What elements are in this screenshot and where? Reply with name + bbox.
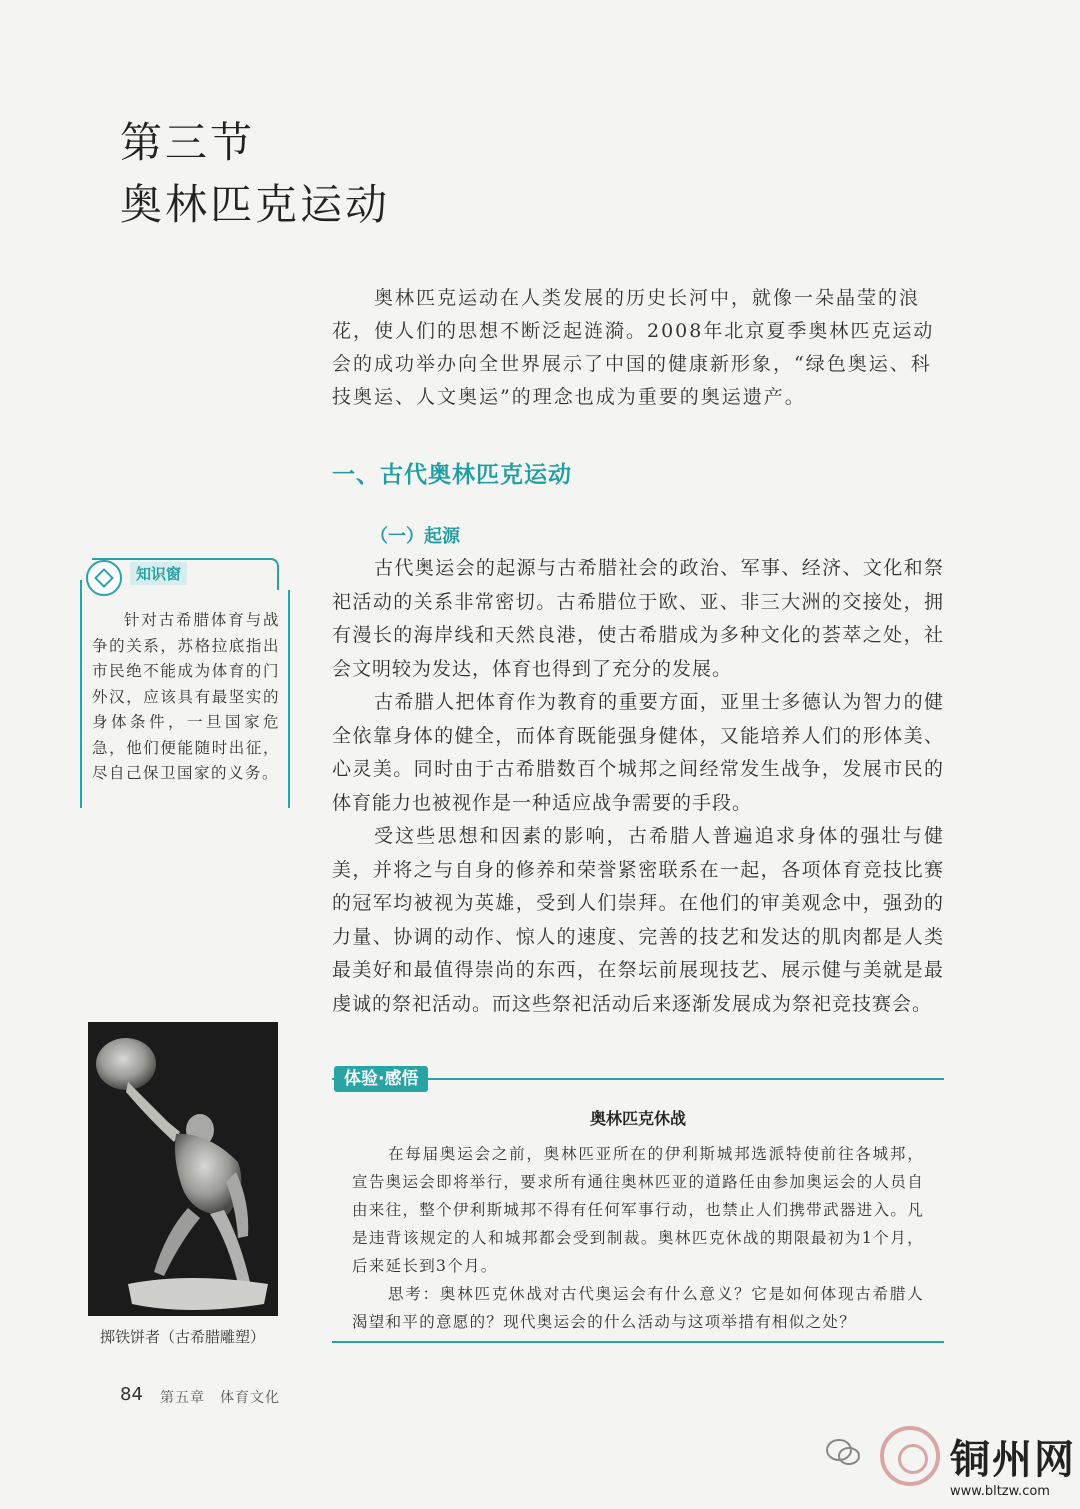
diamond-icon: [86, 560, 122, 596]
body-text: [332, 552, 944, 1021]
watermark-url: www.bltzw.com: [950, 1484, 1050, 1499]
body-paragraph-3: 受这些思想和因素的影响，古希腊人普遍追求身体的强壮与健美，并将之与自身的修养和荣誉紧密联系在一起，各项体育竞技比赛的冠军均被视为英雄，受到人们崇拜。在他们的审美观念中，强劲的力量、协调的动作、惊人的速度、完善的技艺和发达的肌肉都是人类最美好和最值得崇尚的东西，在祭坛前展现技艺、展示健与美就是最虔诚的祭祀活动。而这些祭祀活动后来逐渐发展成为祭祀竞技赛会。: [332, 825, 944, 1015]
discobolus-statue-illustration: [88, 1022, 278, 1316]
knowledge-window-paragraph: 针对古希腊体育与战争的关系，苏格拉底指出市民绝不能成为体育的门外汉，应该具有最坚实的身体条件，一旦国家危急，他们便能随时出征，尽自己保卫国家的义务。: [92, 611, 280, 782]
discobolus-image: [88, 1022, 278, 1316]
section-title: [120, 112, 390, 236]
body-paragraph-1: 古代奥运会的起源与古希腊社会的政治、军事、经济、文化和祭祀活动的关系非常密切。古希腊位于欧、亚、非三大洲的交接处，拥有漫长的海岸线和天然良港，使古希腊成为多种文化的荟萃之处，社会文明较为发达，体育也得到了充分的发展。: [332, 557, 944, 680]
knowledge-window-text: [92, 608, 280, 787]
seal-logo-icon: [880, 1426, 940, 1486]
intro-paragraph: [332, 282, 944, 414]
heading-ancient-olympics: 一、古代奥林匹克运动: [332, 462, 572, 488]
knowledge-window: [80, 556, 290, 808]
watermark-site-name: 铜州网: [950, 1436, 1076, 1483]
footer-chapter: 第五章 体育文化: [160, 1390, 280, 1406]
image-caption: 掷铁饼者（古希腊雕塑）: [100, 1328, 266, 1346]
knowledge-window-right-border: [288, 590, 290, 808]
body-paragraph-2: 古希腊人把体育作为教育的重要方面，亚里士多德认为智力的健全依靠身体的健全，而体育既能强身健体，又能培养人们的形体美、心灵美。同时由于古希腊数百个城邦之间经常发生战争，发展市民的体育能力也被视作是一种适应战争需要的手段。: [332, 691, 944, 814]
page-number: 84: [120, 1384, 143, 1405]
wechat-icon: [826, 1438, 860, 1468]
intro-text: 奥林匹克运动在人类发展的历史长河中，就像一朵晶莹的浪花，使人们的思想不断泛起涟漪。2008年北京夏季奥林匹克运动会的成功举办向全世界展示了中国的健康新形象，“绿色奥运、科技奥运、人文奥运”的理念也成为重要的奥运遗产。: [332, 287, 935, 408]
experience-text: [352, 1140, 924, 1336]
experience-title: 奥林匹克休战: [589, 1109, 686, 1128]
section-number: 第三节: [120, 118, 256, 167]
experience-bottom-rule: [332, 1341, 944, 1343]
experience-paragraph-2: 思考：奥林匹克休战对古代奥运会有什么意义？它是如何体现古希腊人渴望和平的意愿的？现代奥运会的什么活动与这项举措有相似之处？: [352, 1285, 924, 1331]
knowledge-window-left-border: [80, 580, 82, 808]
knowledge-window-label: 知识窗: [130, 562, 187, 585]
section-name: 奥林匹克运动: [120, 180, 391, 229]
experience-tag: 体验·感悟: [334, 1066, 428, 1092]
subheading-origin: （一）起源: [370, 526, 460, 547]
experience-paragraph-1: 在每届奥运会之前，奥林匹亚所在的伊利斯城邦选派特使前往各城邦，宣告奥运会即将举行，要求所有通往奥林匹亚的道路任由参加奥运会的人员自由来往，整个伊利斯城邦不得有任何军事行动，也禁止人们携带武器进入。凡是违背该规定的人和城邦都会受到制裁。奥林匹克休战的期限最初为1个月，后来延长到3个月。: [352, 1145, 924, 1275]
